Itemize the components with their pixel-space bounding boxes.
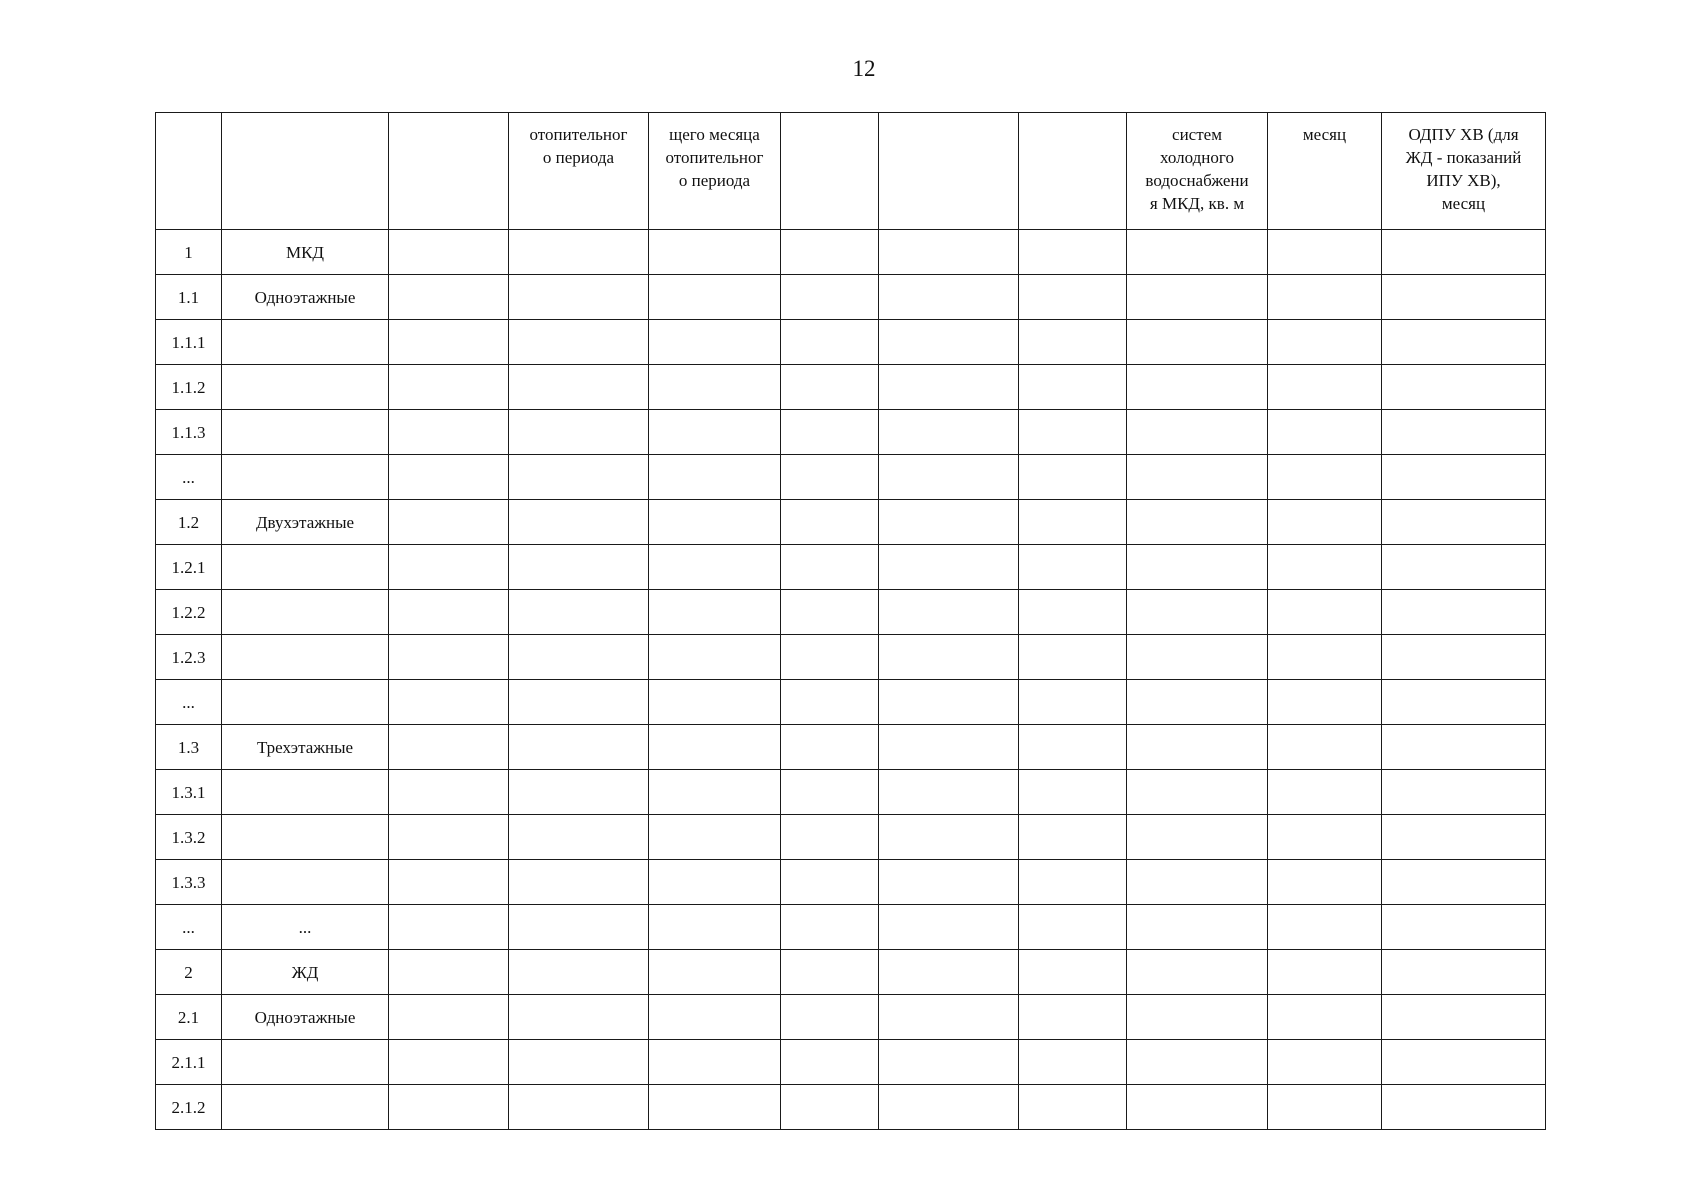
empty-cell [781,1040,879,1085]
empty-cell [781,635,879,680]
row-label-cell [222,1085,389,1130]
empty-cell [1127,905,1268,950]
table-row [156,320,1546,365]
empty-cell [1382,905,1546,950]
empty-cell [509,590,649,635]
empty-cell [649,680,781,725]
header-cell-3 [389,113,509,230]
empty-cell [1019,770,1127,815]
empty-cell [879,410,1019,455]
row-number-cell: 1.2.2 [156,590,222,635]
empty-cell [879,770,1019,815]
row-number-cell: 2 [156,950,222,995]
header-cell-8 [1019,113,1127,230]
empty-cell [1268,635,1382,680]
empty-cell [781,950,879,995]
empty-cell [649,275,781,320]
empty-cell [1127,410,1268,455]
header-cell-7 [879,113,1019,230]
empty-cell [389,1085,509,1130]
table-row [156,725,1546,770]
row-number-cell: 2.1 [156,995,222,1040]
empty-cell [879,590,1019,635]
row-label-cell [222,320,389,365]
empty-cell [389,860,509,905]
empty-cell [1382,860,1546,905]
empty-cell [879,635,1019,680]
empty-cell [649,635,781,680]
row-number-cell: ... [156,905,222,950]
empty-cell [1382,725,1546,770]
empty-cell [1268,680,1382,725]
empty-cell [1382,590,1546,635]
table-row [156,905,1546,950]
empty-cell [1268,950,1382,995]
empty-cell [1127,590,1268,635]
empty-cell [1268,275,1382,320]
table-row [156,995,1546,1040]
empty-cell [509,1040,649,1085]
empty-cell [649,365,781,410]
empty-cell [509,815,649,860]
table-row [156,545,1546,590]
empty-cell [1019,365,1127,410]
empty-cell [1019,1085,1127,1130]
empty-cell [1127,860,1268,905]
empty-cell [781,995,879,1040]
empty-cell [1019,860,1127,905]
row-number-cell: 1.1 [156,275,222,320]
page-number: 12 [852,56,876,81]
empty-cell [1127,995,1268,1040]
header-cell-2 [222,113,389,230]
empty-cell [1019,815,1127,860]
row-number-cell: 1.3.2 [156,815,222,860]
empty-cell [879,1085,1019,1130]
empty-cell [649,320,781,365]
empty-cell [781,1085,879,1130]
empty-cell [879,455,1019,500]
empty-cell [1268,230,1382,275]
empty-cell [649,230,781,275]
empty-cell [509,410,649,455]
empty-cell [649,500,781,545]
empty-cell [649,815,781,860]
empty-cell [649,860,781,905]
empty-cell [1382,230,1546,275]
empty-cell [649,905,781,950]
row-label-cell [222,770,389,815]
empty-cell [389,950,509,995]
empty-cell [389,905,509,950]
empty-cell [1268,410,1382,455]
row-number-cell: 1.3.3 [156,860,222,905]
empty-cell [649,995,781,1040]
empty-cell [1127,635,1268,680]
empty-cell [1019,905,1127,950]
empty-cell [879,545,1019,590]
empty-cell [1268,1085,1382,1130]
row-label-cell [222,680,389,725]
empty-cell [1019,995,1127,1040]
row-number-cell: 1.1.1 [156,320,222,365]
empty-cell [649,545,781,590]
empty-cell [1268,770,1382,815]
table-header-row [156,113,1546,230]
empty-cell [1268,905,1382,950]
empty-cell [509,1085,649,1130]
empty-cell [389,500,509,545]
empty-cell [389,995,509,1040]
empty-cell [1127,320,1268,365]
empty-cell [1268,365,1382,410]
row-label-cell [222,815,389,860]
empty-cell [1019,230,1127,275]
empty-cell [781,455,879,500]
empty-cell [1268,455,1382,500]
table-row [156,770,1546,815]
empty-cell [1268,860,1382,905]
empty-cell [1382,635,1546,680]
empty-cell [879,365,1019,410]
row-label-cell: ЖД [222,950,389,995]
empty-cell [389,275,509,320]
empty-cell [879,725,1019,770]
empty-cell [1268,545,1382,590]
row-number-cell: 1.1.2 [156,365,222,410]
empty-cell [879,905,1019,950]
empty-cell [509,860,649,905]
empty-cell [879,680,1019,725]
empty-cell [389,590,509,635]
empty-cell [1382,680,1546,725]
row-label-cell [222,545,389,590]
empty-cell [1019,455,1127,500]
row-label-cell [222,1040,389,1085]
table-row [156,680,1546,725]
empty-cell [1127,770,1268,815]
empty-cell [781,320,879,365]
empty-cell [1019,950,1127,995]
table-row [156,1085,1546,1130]
empty-cell [389,815,509,860]
empty-cell [1019,275,1127,320]
empty-cell [649,1040,781,1085]
table-row [156,1040,1546,1085]
table-row [156,590,1546,635]
empty-cell [1268,1040,1382,1085]
empty-cell [1382,1085,1546,1130]
empty-cell [1019,410,1127,455]
empty-cell [781,590,879,635]
empty-cell [1382,545,1546,590]
empty-cell [649,1085,781,1130]
empty-cell [389,1040,509,1085]
table-row [156,455,1546,500]
empty-cell [509,545,649,590]
empty-cell [1127,1085,1268,1130]
empty-cell [509,905,649,950]
empty-cell [1127,950,1268,995]
empty-cell [1382,410,1546,455]
row-number-cell: 1.2.1 [156,545,222,590]
row-number-cell: 1.2 [156,500,222,545]
empty-cell [1019,320,1127,365]
header-cell-5: щего месяца отопительног о периода [649,113,781,230]
header-cell-11: ОДПУ ХВ (для ЖД - показаний ИПУ ХВ), месяц [1382,113,1546,230]
empty-cell [649,590,781,635]
row-label-cell: МКД [222,230,389,275]
empty-cell [781,230,879,275]
empty-cell [1268,500,1382,545]
empty-cell [781,410,879,455]
empty-cell [879,860,1019,905]
empty-cell [1382,1040,1546,1085]
empty-cell [389,635,509,680]
empty-cell [1127,1040,1268,1085]
table-row [156,860,1546,905]
empty-cell [509,635,649,680]
empty-cell [1382,500,1546,545]
empty-cell [879,950,1019,995]
row-label-cell: Трехэтажные [222,725,389,770]
table-row [156,815,1546,860]
empty-cell [1127,680,1268,725]
empty-cell [781,275,879,320]
empty-cell [509,950,649,995]
table-row [156,410,1546,455]
empty-cell [509,725,649,770]
empty-cell [1019,500,1127,545]
empty-cell [509,455,649,500]
empty-cell [1127,500,1268,545]
empty-cell [1127,545,1268,590]
empty-cell [781,770,879,815]
empty-cell [1127,230,1268,275]
empty-cell [879,1040,1019,1085]
empty-cell [389,320,509,365]
empty-cell [389,455,509,500]
empty-cell [1268,320,1382,365]
empty-cell [1382,950,1546,995]
empty-cell [509,320,649,365]
empty-cell [509,680,649,725]
row-label-cell [222,590,389,635]
row-label-cell [222,635,389,680]
empty-cell [1127,365,1268,410]
empty-cell [1382,275,1546,320]
empty-cell [879,995,1019,1040]
row-label-cell: Одноэтажные [222,275,389,320]
empty-cell [1268,590,1382,635]
empty-cell [1019,680,1127,725]
empty-cell [1019,1040,1127,1085]
header-cell-4: отопительног о периода [509,113,649,230]
empty-cell [879,275,1019,320]
table-row [156,950,1546,995]
row-label-cell [222,455,389,500]
table-row [156,230,1546,275]
empty-cell [1382,770,1546,815]
empty-cell [649,725,781,770]
empty-cell [1019,725,1127,770]
empty-cell [879,500,1019,545]
empty-cell [1268,815,1382,860]
empty-cell [389,680,509,725]
empty-cell [1127,455,1268,500]
empty-cell [509,500,649,545]
empty-cell [389,545,509,590]
empty-cell [509,365,649,410]
empty-cell [1382,815,1546,860]
empty-cell [389,365,509,410]
empty-cell [879,320,1019,365]
empty-cell [1019,590,1127,635]
table-row [156,635,1546,680]
row-number-cell: 2.1.2 [156,1085,222,1130]
row-number-cell: ... [156,680,222,725]
empty-cell [649,770,781,815]
empty-cell [781,365,879,410]
empty-cell [509,275,649,320]
header-cell-10: месяц [1268,113,1382,230]
header-cell-9: систем холодного водоснабжени я МКД, кв. м [1127,113,1268,230]
empty-cell [781,500,879,545]
empty-cell [781,725,879,770]
empty-cell [1382,455,1546,500]
empty-cell [1268,725,1382,770]
empty-cell [1019,545,1127,590]
row-label-cell [222,410,389,455]
row-number-cell: ... [156,455,222,500]
empty-cell [1382,995,1546,1040]
empty-cell [1382,320,1546,365]
empty-cell [389,230,509,275]
empty-cell [389,770,509,815]
empty-cell [1019,635,1127,680]
row-number-cell: 1.3.1 [156,770,222,815]
row-label-cell [222,365,389,410]
row-label-cell [222,860,389,905]
table-row [156,500,1546,545]
empty-cell [1127,725,1268,770]
empty-cell [781,680,879,725]
empty-cell [879,815,1019,860]
empty-cell [649,455,781,500]
empty-cell [389,410,509,455]
empty-cell [781,815,879,860]
empty-cell [781,860,879,905]
empty-cell [389,725,509,770]
table-row [156,365,1546,410]
empty-cell [781,545,879,590]
empty-cell [649,950,781,995]
row-number-cell: 1.2.3 [156,635,222,680]
header-cell-6 [781,113,879,230]
empty-cell [509,230,649,275]
row-number-cell: 1 [156,230,222,275]
table-row [156,275,1546,320]
data-table [155,112,1546,1130]
row-label-cell: Двухэтажные [222,500,389,545]
row-number-cell: 2.1.1 [156,1040,222,1085]
row-number-cell: 1.1.3 [156,410,222,455]
empty-cell [1127,275,1268,320]
empty-cell [649,410,781,455]
empty-cell [879,230,1019,275]
empty-cell [509,995,649,1040]
row-label-cell: Одноэтажные [222,995,389,1040]
empty-cell [1268,995,1382,1040]
empty-cell [781,905,879,950]
empty-cell [1382,365,1546,410]
row-number-cell: 1.3 [156,725,222,770]
empty-cell [509,770,649,815]
header-cell-1 [156,113,222,230]
empty-cell [1127,815,1268,860]
row-label-cell: ... [222,905,389,950]
